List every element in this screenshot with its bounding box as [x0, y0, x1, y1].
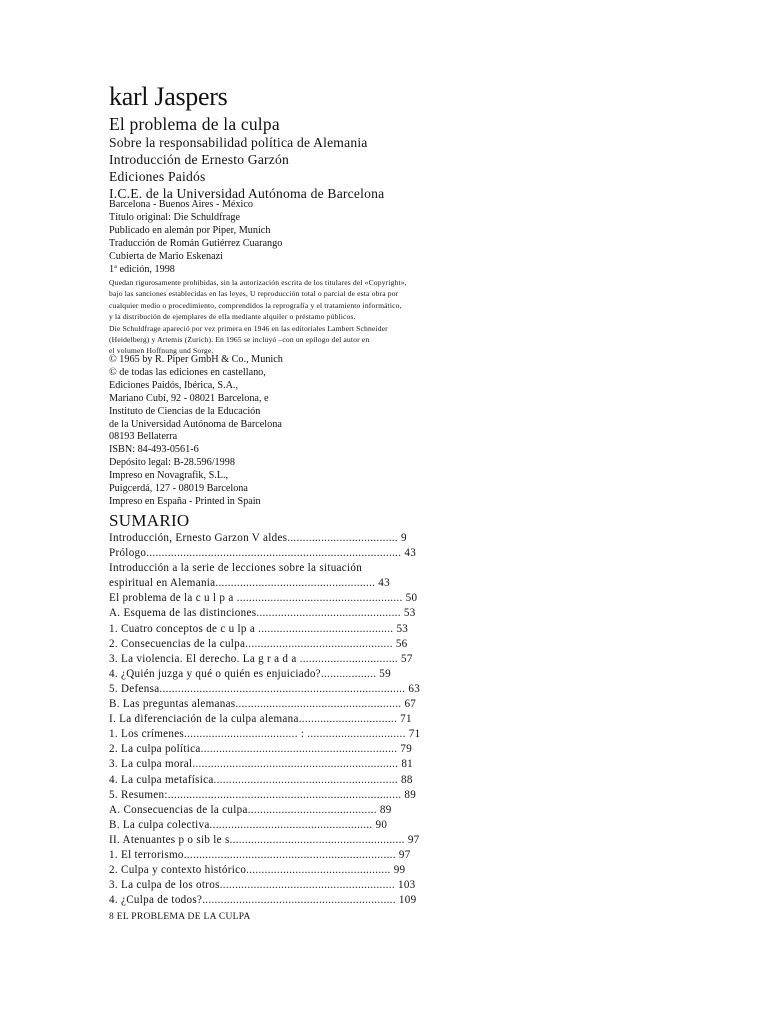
- toc-entry: 1. Cuatro conceptos de c u lp a ............................................ 53: [109, 622, 409, 635]
- publication-line: © 1965 by R. Piper GmbH & Co., Munich: [109, 354, 283, 365]
- credit-line: Publicado en alemán por Piper, Munich: [109, 224, 271, 236]
- toc-entry: B. Las preguntas alemanas...................................................... 67: [109, 698, 417, 711]
- toc-entry: 4. La culpa metafísica............................................................ 88: [109, 773, 413, 786]
- toc-entry: 4. ¿Culpa de todos?............................................................... 109: [109, 894, 417, 907]
- credit-line: Barcelona - Buenos Aires - México: [109, 199, 253, 210]
- credit-line: 1ª edición, 1998: [109, 263, 175, 275]
- book-title: El problema de la culpa: [109, 114, 280, 134]
- publication-line: de la Universidad Autónoma de Barcelona: [109, 418, 282, 430]
- introduction-credit: Introducción de Ernesto Garzón: [109, 152, 290, 167]
- table-of-contents: [109, 531, 728, 908]
- toc-entry: 5. Defensa................................................................................ 63: [109, 682, 421, 695]
- author-name: karl Jaspers: [109, 82, 228, 111]
- toc-entry: 3. La culpa de los otros......................................................... 103: [109, 879, 416, 892]
- credit-line: Cubierta de Mario Eskenazi: [109, 250, 224, 262]
- credits-block: [109, 199, 728, 276]
- legal-line: cualquier medio o procedimiento, comprendidos la reprografía y el tratamiento informático,: [109, 300, 402, 310]
- publication-line: © de todas las ediciones en castellano,: [109, 366, 266, 378]
- toc-entry: 3. La violencia. El derecho. La g r a d a ................................ 57: [109, 652, 413, 665]
- toc-entry: B. La culpa colectiva..................................................... 90: [109, 818, 388, 831]
- toc-entry: II. Atenuantes p o sib le s......................................................... 97: [109, 833, 420, 846]
- publisher-name: Ediciones Paidós: [109, 169, 206, 184]
- toc-entry: I. La diferenciación de la culpa alemana................................ 71: [109, 713, 412, 726]
- toc-entry: 1. Los crímenes..................................... : ................................ 71: [109, 728, 421, 741]
- running-footer: 8 EL PROBLEMA DE LA CULPA: [109, 912, 251, 922]
- legal-line: Die Schuldfrage apareció por vez primera en 1946 en las editoriales Lambert Schneider: [109, 323, 388, 333]
- toc-entry: espiritual en Alemania.................................................... 43: [109, 577, 390, 590]
- publication-line: ISBN: 84-493-0561-6: [109, 444, 199, 456]
- legal-line: (Heidelberg) y Artemis (Zurich). En 1965 se incluyó –con un epílogo del autor en: [109, 335, 370, 345]
- legal-line: bajo las sanciones establecidas en las leyes, U reproducción total o parcial de esta obra por: [109, 289, 399, 299]
- publication-line: Ediciones Paidós, Ibérica, S.A.,: [109, 379, 239, 391]
- sumario-heading: SUMARIO: [109, 511, 190, 530]
- institute-name: I.C.E. de la Universidad Autónoma de Barcelona: [109, 186, 385, 201]
- toc-entry: A. Esquema de las distinciones............................................... 53: [109, 607, 416, 620]
- credit-line: Traducción de Román Gutiérrez Cuarango: [109, 237, 283, 249]
- publication-line: Impreso en Novagrafik, S.L.,: [109, 470, 229, 482]
- toc-entry: 1. El terrorismo..................................................................... 97: [109, 848, 411, 861]
- publication-info: [109, 354, 728, 509]
- publication-line: Mariano Cubí, 92 - 08021 Barcelona, e: [109, 392, 269, 404]
- legal-line: y la distribución de ejemplares de ella mediante alquiler o préstamo públicos.: [109, 312, 356, 322]
- book-subtitle: Sobre la responsabilidad política de Alemania: [109, 135, 368, 150]
- toc-entry: Introducción a la serie de lecciones sobre la situación: [109, 562, 363, 575]
- publication-line: Depósito legal: B-28.596/1998: [109, 457, 235, 469]
- legal-line: el volumen Hoffnung und Sorge.: [109, 346, 214, 356]
- publication-line: Impreso en España - Printed in Spain: [109, 495, 261, 507]
- legal-notice: [109, 277, 728, 357]
- toc-entry: 3. La culpa moral................................................................... 81: [109, 758, 414, 771]
- publication-line: 08193 Bellaterra: [109, 431, 178, 443]
- legal-line: Quedan rigurosamente prohibidas, sin la autorización escrita de los titulares del «Copyright»,: [109, 278, 407, 287]
- toc-entry: 4. ¿Quién juzga y qué o quién es enjuiciado?.................. 59: [109, 667, 391, 680]
- toc-entry: Introducción, Ernesto Garzon V aldes.................................... 9: [109, 532, 407, 544]
- toc-entry: 2. Culpa y contexto histórico............................................... 99: [109, 864, 406, 877]
- toc-entry: A. Consecuencias de la culpa.......................................... 89: [109, 803, 392, 816]
- toc-entry: El problema de la c u l p a ...................................................... 50: [109, 592, 418, 605]
- publication-line: Instituto de Ciencias de la Educación: [109, 405, 261, 417]
- toc-entry: Prólogo................................................................................... 43: [109, 547, 417, 560]
- toc-entry: 5. Resumen:............................................................................ 89: [109, 788, 417, 801]
- credit-line: Título original: Die Schuldfrage: [109, 211, 240, 223]
- toc-entry: 2. La culpa política................................................................ 79: [109, 743, 413, 756]
- publication-line: Puigcerdá, 127 - 08019 Barcelona: [109, 483, 248, 495]
- title-block: [109, 114, 728, 202]
- toc-entry: 2. Consecuencias de la culpa................................................ 56: [109, 637, 408, 650]
